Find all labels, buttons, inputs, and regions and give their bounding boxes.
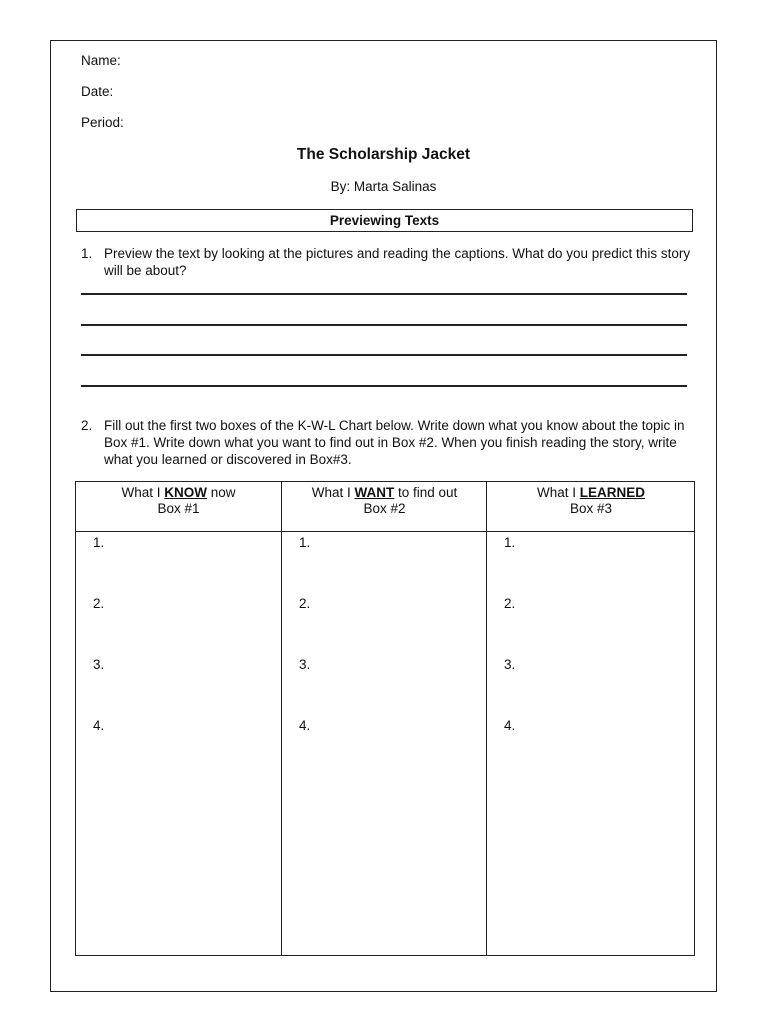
question-2 (81, 417, 691, 468)
worksheet-page (50, 40, 717, 992)
kwl-item: 4. (299, 718, 311, 733)
kwl-item: 2. (504, 596, 516, 611)
header-keyword: LEARNED (579, 485, 646, 500)
kwl-header (487, 482, 695, 532)
answer-line[interactable] (81, 324, 687, 326)
kwl-column-want[interactable] (281, 482, 487, 955)
answer-line[interactable] (81, 385, 687, 387)
kwl-column-learned[interactable] (486, 482, 695, 955)
kwl-item: 3. (93, 657, 105, 672)
author-line: By: Marta Salinas (330, 179, 437, 194)
box-label: Box #2 (363, 501, 406, 516)
answer-line[interactable] (81, 354, 687, 356)
header-text: to find out (394, 485, 458, 500)
kwl-column-know[interactable] (76, 482, 281, 955)
question-number: 2. (81, 418, 93, 433)
kwl-item: 1. (93, 535, 105, 550)
section-heading: Previewing Texts (76, 209, 693, 232)
header-keyword: KNOW (164, 485, 207, 500)
header-text: now (206, 485, 236, 500)
kwl-header (282, 482, 487, 532)
name-label: Name: (81, 53, 121, 68)
box-label: Box #3 (569, 501, 613, 516)
question-text: Fill out the first two boxes of the K-W-L Chart below. Write down what you know about the topic in Box #1. Write down what you want to find out in Box #2. When you finish reading the story, write what you learned or discovered in Box#3. (104, 418, 685, 467)
kwl-item: 4. (504, 718, 516, 733)
worksheet-title: The Scholarship Jacket (296, 146, 471, 163)
box-label: Box #1 (157, 501, 200, 516)
question-text: Preview the text by looking at the pictures and reading the captions. What do you predict this story will be about? (104, 246, 691, 278)
kwl-item: 1. (504, 535, 516, 550)
period-label: Period: (81, 115, 124, 130)
question-1 (81, 245, 691, 279)
kwl-item: 2. (299, 596, 311, 611)
kwl-item: 1. (299, 535, 311, 550)
kwl-chart (75, 481, 695, 956)
kwl-header (76, 482, 281, 532)
header-text: What I (536, 485, 580, 500)
question-number: 1. (81, 246, 93, 261)
kwl-item: 4. (93, 718, 105, 733)
answer-line[interactable] (81, 293, 687, 295)
header-text: What I (311, 485, 355, 500)
header-text: What I (121, 485, 165, 500)
kwl-item: 3. (299, 657, 311, 672)
kwl-item: 3. (504, 657, 516, 672)
header-keyword: WANT (354, 485, 395, 500)
kwl-item: 2. (93, 596, 105, 611)
date-label: Date: (81, 84, 114, 99)
